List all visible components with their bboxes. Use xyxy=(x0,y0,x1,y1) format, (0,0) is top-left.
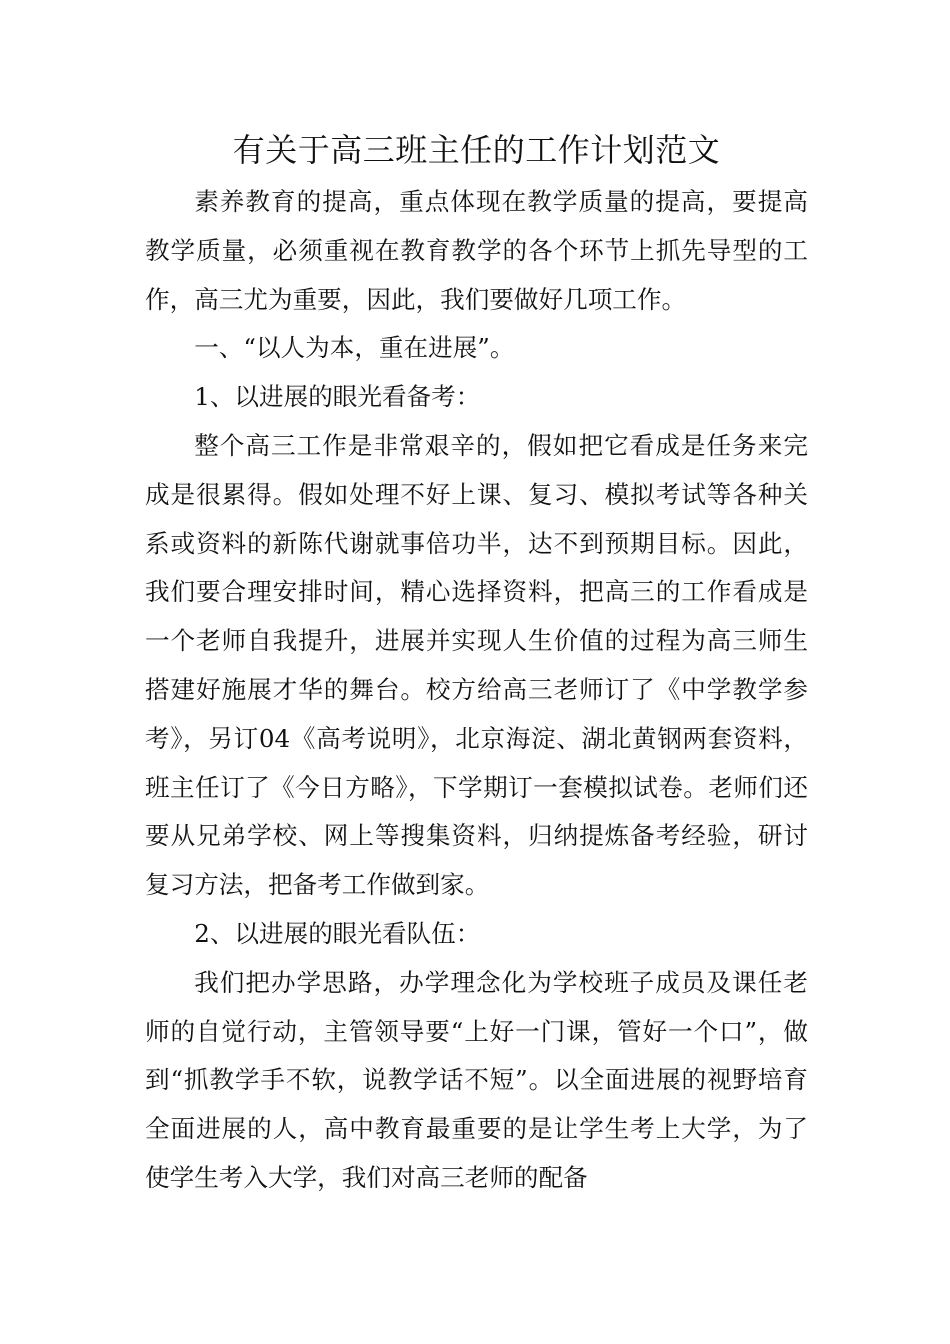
subsection-heading-1: 1、以进展的眼光看备考： xyxy=(194,382,481,412)
document-title: 有关于高三班主任的工作计划范文 xyxy=(232,131,721,169)
document-page xyxy=(145,122,808,1203)
paragraph-exam-preparation: 整个高三工作是非常艰辛的，假如把它看成是任务来完成是很累得。假如处理不好上课、复习、模拟考试等各种关系或资料的新陈代谢就事倍功半，达不到预期目标。因此，我们要合理安排时间，精心选择资料，把高三的工作看成是一个老师自我提升，进展并实现人生价值的过程为高三师生搭建好施展才华的舞台。校方给高三老师订了《中学教学参考》，另订04《高考说明》，北京海淀、湖北黄钢两套资料，班主任订了《今日方略》，下学期订一套模拟试卷。老师们还要从兄弟学校、网上等搜集资料，归纳提炼备考经验，研讨复习方法，把备考工作做到家。 xyxy=(145,430,808,900)
subsection-heading-2: 2、以进展的眼光看队伍： xyxy=(194,918,481,948)
paragraph-intro: 素养教育的提高，重点体现在教学质量的提高，要提高教学质量，必须重视在教育教学的各个环节上抓先导型的工作，高三尤为重要，因此，我们要做好几项工作。 xyxy=(145,187,808,314)
paragraph-team: 我们把办学思路，办学理念化为学校班子成员及课任老师的自觉行动，主管领导要“上好一门课，管好一个口”，做到“抓教学手不软，说教学话不短”。以全面进展的视野培育全面进展的人，高中教育最重要的是让学生考上大学，为了使学生考入大学，我们对高三老师的配备 xyxy=(145,967,808,1192)
section-heading-1: 一、“以人为本，重在进展”。 xyxy=(194,333,515,363)
